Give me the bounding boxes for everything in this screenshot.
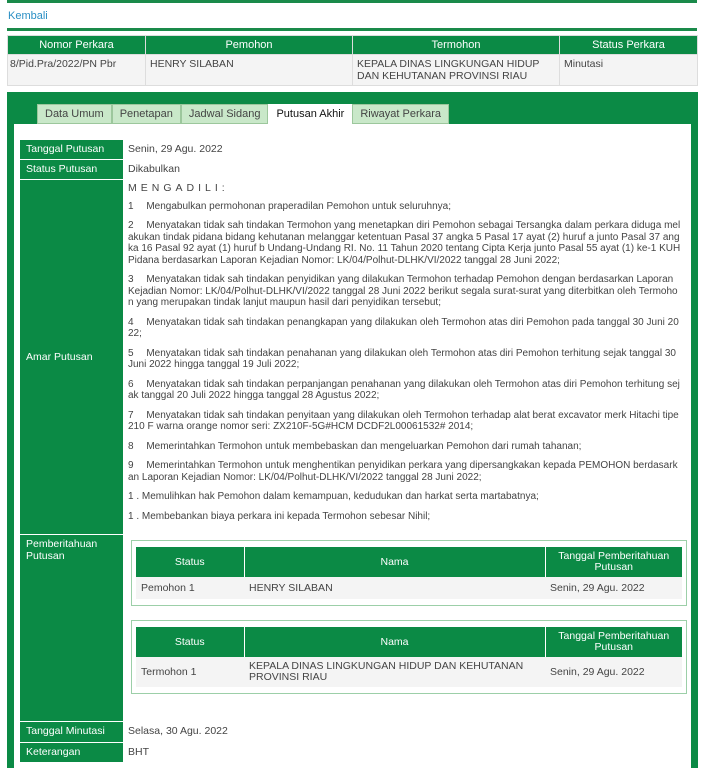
cell-nama: HENRY SILABAN: [244, 577, 545, 599]
amar-item: 1 . Memulihkan hak Pemohon dalam kemampuan, kedudukan dan harkat serta martabatnya;: [128, 491, 539, 502]
amar-item: 5 Menyatakan tidak sah tindakan penahanan yang dilakukan oleh Termohon atas diri Pemohon terhitung sejak tanggal 30 Juni 2022 hingga tanggal 19 Juli 2022;: [128, 347, 676, 370]
table-row: [136, 577, 682, 599]
table-row: [136, 657, 682, 687]
case-summary-table: [7, 35, 698, 86]
value: Selasa, 30 Agu. 2022: [128, 725, 228, 737]
divider: [7, 28, 697, 31]
value: Senin, 29 Agu. 2022: [128, 143, 223, 155]
tab-jadwal-sidang[interactable]: Jadwal Sidang: [181, 104, 269, 124]
detail-panel: [7, 92, 698, 768]
amar-heading: MENGADILI:: [128, 182, 229, 194]
header-nama: Nama: [244, 547, 545, 577]
cell-status: Pemohon 1: [136, 577, 244, 599]
label-text: Amar Putusan: [26, 351, 93, 363]
header-tanggal: Tanggal Pemberitahuan Putusan: [545, 547, 682, 577]
amar-text: [128, 180, 681, 533]
amar-item: 1 Mengabulkan permohonan praperadilan Pemohon untuk seluruhnya;: [128, 200, 451, 212]
header-status: Status: [136, 547, 244, 577]
amar-item: 4 Menyatakan tidak sah tindakan penangkapan yang dilakukan oleh Termohon atas diri Pemohon pada tanggal 30 Juni 2022;: [128, 316, 679, 339]
tab-penetapan[interactable]: Penetapan: [112, 104, 181, 124]
row-tanggal-putusan: [20, 140, 685, 160]
amar-item: 1 . Membebankan biaya perkara ini kepada Termohon sebesar Nihil;: [128, 510, 431, 522]
value: BHT: [128, 746, 149, 758]
tab-bar: [37, 104, 449, 125]
header-nomor: Nomor Perkara: [8, 36, 146, 55]
cell-status: Termohon 1: [136, 657, 244, 687]
label: Tanggal Putusan: [20, 140, 123, 160]
back-link[interactable]: Kembali: [8, 10, 48, 22]
tab-putusan-akhir[interactable]: Putusan Akhir: [268, 104, 352, 125]
header-tanggal: Tanggal Pemberitahuan Putusan: [545, 627, 682, 657]
amar-item: 8 Memerintahkan Termohon untuk membebaskan dan mengeluarkan Pemohon dari rumah tahanan;: [128, 440, 582, 452]
cell-pemohon: HENRY SILABAN: [146, 55, 353, 86]
tab-riwayat-perkara[interactable]: Riwayat Perkara: [352, 104, 449, 124]
amar-item: 3 Menyatakan tidak sah tindakan penyidikan yang dilakukan Termohon terhadap Pemohon dengan berdasarkan Laporan Kejadian Nomor: LK/04/Polhut-DLHK/VI/2022 tanggal 28 Juni 2022 berikut segala surat-surat yang diterbitkan oleh Termohon yang merupakan tindak lanjut maupun hasil dari penyidikan tersebut;: [128, 274, 678, 308]
amar-item: 7 Menyatakan tidak sah tindakan penyitaan yang dilakukan oleh Termohon terhadap alat berat excavator merk Hitachi tipe 210 F warna orange nomor seri: ZX210F-5G#HCM DCDF2L00061532# 2014;: [128, 409, 679, 432]
header-status: Status: [136, 627, 244, 657]
label: Tanggal Minutasi: [20, 722, 123, 743]
row-amar-putusan: [20, 180, 685, 535]
label: Pemberitahuan Putusan: [20, 535, 123, 722]
cell-nama: KEPALA DINAS LINGKUNGAN HIDUP DAN KEHUTANAN PROVINSI RIAU: [244, 657, 545, 687]
cell-tanggal: Senin, 29 Agu. 2022: [545, 577, 682, 599]
label: Keterangan: [20, 743, 123, 763]
label: [20, 180, 123, 535]
row-tanggal-minutasi: [20, 722, 685, 743]
cell-termohon: KEPALA DINAS LINGKUNGAN HIDUP DAN KEHUTANAN PROVINSI RIAU: [353, 55, 560, 86]
header-pemohon: Pemohon: [146, 36, 353, 55]
tab-content: [14, 124, 691, 768]
amar-item: 2 Menyatakan tidak sah tindakan Termohon yang menetapkan diri Pemohon sebagai Tersangka dalam perkara diduga melakukan tindak pidana bidang kehutanan melanggar ketentuan Pasal 37 angka 5 Pasal 17 ayat (2) huruf a junto Pasal 37 angka 16 Pasal 92 ayat (1) huruf b Undang-Undang RI. No. 11 Tahun 2020 tentang Cipta Kerja junto Pasal 55 ayat (1) ke-1 KUHPidana berdasarkan Laporan Kejadian Nomor: LK/04/Polhut-DLHK/VI/2022 tanggal 28 Juni 2022;: [128, 220, 681, 266]
cell-tanggal: Senin, 29 Agu. 2022: [545, 657, 682, 687]
cell-nomor: 8/Pid.Pra/2022/PN Pbr: [8, 55, 146, 86]
label: Status Putusan: [20, 160, 123, 180]
pemberitahuan-table: [131, 540, 687, 606]
header-termohon: Termohon: [353, 36, 560, 55]
cell-status: Minutasi: [560, 55, 698, 86]
value: Dikabulkan: [128, 163, 180, 175]
table-row: [8, 55, 698, 86]
amar-item: 9 Memerintahkan Termohon untuk menghentikan penyidikan perkara yang dipersangkakan kepada PEMOHON berdasarkan Laporan Kejadian Nomor: LK/04/Polhut-DLHK/VI/2022 tanggal 28 Juni 2022;: [128, 460, 678, 483]
header-nama: Nama: [244, 627, 545, 657]
header-status: Status Perkara: [560, 36, 698, 55]
tab-data-umum[interactable]: Data Umum: [37, 104, 112, 124]
row-status-putusan: [20, 160, 685, 180]
amar-item: 6 Menyatakan tidak sah tindakan perpanjangan penahanan yang dilakukan oleh Termohon atas diri Pemohon terhitung sejak tanggal 20 Juli 2022 hingga tanggal 28 Agustus 2022;: [128, 378, 680, 401]
top-divider: [7, 0, 697, 3]
row-keterangan: [20, 743, 685, 763]
pemberitahuan-table: [131, 620, 687, 694]
